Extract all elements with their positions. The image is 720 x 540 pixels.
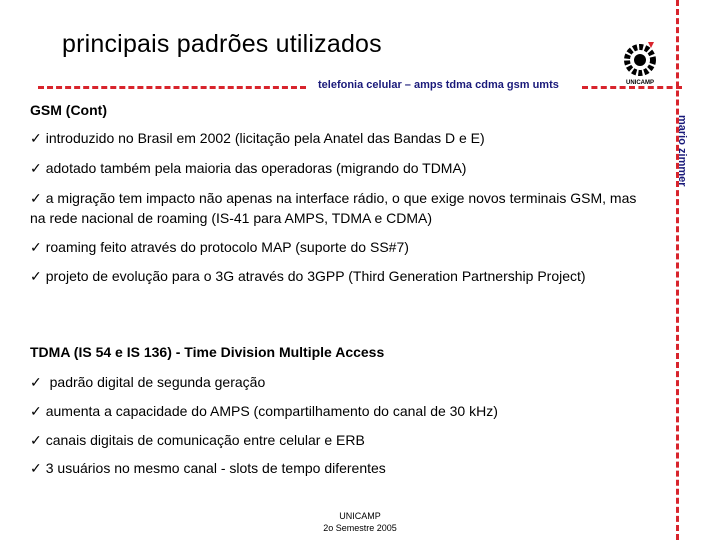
author-label: mario zimmer — [676, 115, 688, 187]
gsm-item-2: ✓ adotado também pela maioria das operadoras (migrando do TDMA) — [30, 160, 467, 176]
check-icon: ✓ — [30, 460, 42, 476]
footer-line-2: 2o Semestre 2005 — [323, 523, 397, 533]
logo-label: UNICAMP — [626, 80, 654, 86]
footer — [300, 510, 420, 534]
gsm-item-5: ✓ projeto de evolução para o 3G através do 3GPP (Third Generation Partnership Project) — [30, 268, 586, 284]
header-subtitle: telefonia celular – amps tdma cdma gsm umts — [318, 79, 559, 91]
tdma-item-1: ✓ padrão digital de segunda geração — [30, 374, 266, 390]
check-icon: ✓ — [30, 374, 46, 390]
page-title: principais padrões utilizados — [62, 30, 382, 58]
gsm-item-1: ✓ introduzido no Brasil em 2002 (licitação pela Anatel das Bandas D e E) — [30, 130, 485, 146]
unicamp-logo-icon — [618, 38, 662, 82]
tdma-item-4: ✓ 3 usuários no mesmo canal - slots de tempo diferentes — [30, 460, 386, 476]
check-icon: ✓ — [30, 239, 42, 255]
check-icon: ✓ — [30, 403, 42, 419]
tdma-item-3: ✓ canais digitais de comunicação entre celular e ERB — [30, 432, 365, 448]
gsm-heading: GSM (Cont) — [30, 102, 107, 118]
check-icon: ✓ — [30, 432, 42, 448]
check-icon: ✓ — [30, 130, 42, 146]
header-divider-left — [38, 86, 306, 89]
header-divider-right — [582, 86, 682, 89]
tdma-heading: TDMA (IS 54 e IS 136) - Time Division Multiple Access — [30, 344, 385, 360]
gsm-item-4: ✓ roaming feito através do protocolo MAP (suporte do SS#7) — [30, 239, 409, 255]
check-icon: ✓ — [30, 268, 42, 284]
vertical-divider — [676, 0, 679, 540]
tdma-item-2: ✓ aumenta a capacidade do AMPS (compartilhamento do canal de 30 kHz) — [30, 403, 498, 419]
check-icon: ✓ — [30, 160, 42, 176]
check-icon: ✓ — [30, 190, 42, 206]
gsm-item-3: ✓ a migração tem impacto não apenas na interface rádio, o que exige novos terminais GSM, mas na rede nacional de roaming (IS-41 para AMPS, TDMA e CDMA) — [30, 190, 637, 226]
footer-line-1: UNICAMP — [339, 511, 381, 521]
